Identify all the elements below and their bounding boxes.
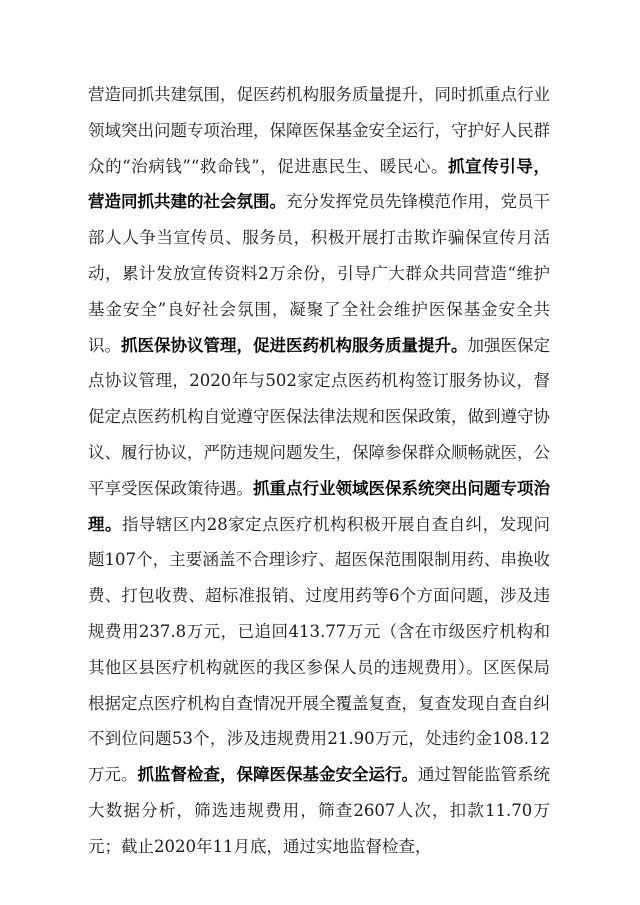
- section-heading-supervision: 抓监督检查，保障医保基金安全运行。: [137, 765, 418, 785]
- section-heading-publicity: 抓宣传引导，营造同抓共建的社会氛围。: [88, 156, 550, 212]
- document-page: [88, 77, 550, 865]
- body-text: 指导辖区内28家定点医疗机构积极开展自查自纠，发现问题107个，主要涵盖不合理诊疗、超医保范围限制用药、串换收费、打包收费、超标准报销、过度用药等6个方面问题，涉及违规费用237.8万元，已追回413.77万元（含在市级医疗机构和其他区县医疗机构就医的我区参保人员的违规费用）。区医保局根据定点医疗机构自查情况开展全覆盖复查，复查发现自查自纠不到位问题53个，涉及违规费用21.90万元，处违约金108.12万元。: [88, 514, 551, 785]
- section-heading-special-governance: 抓重点行业领域医保系统突出问题专项治理。: [88, 478, 550, 534]
- body-text: 营造同抓共建氛围，促医药机构服务质量提升，同时抓重点行业领域突出问题专项治理，保障医保基金安全运行，守护好人民群众的“治病钱”“救命钱”，促进惠民生、暖民心。: [88, 85, 550, 176]
- body-text: 通过智能监管系统大数据分析，筛选违规费用，筛查2607人次，扣款11.70万元；截止2020年11月底，通过实地监督检查，: [88, 765, 550, 856]
- body-text: 充分发挥党员先锋模范作用，党员干部人人争当宣传员、服务员，积极开展打击欺诈骗保宣传月活动，累计发放宣传资料2万余份，引导广大群众共同营造“维护基金安全”良好社会氛围，凝聚了全社会维护医保基金安全共识。: [88, 192, 550, 355]
- body-text: 加强医保定点协议管理，2020年与502家定点医药机构签订服务协议，督促定点医药机构自觉遵守医保法律法规和医保政策，做到遵守协议、履行协议，严防违规问题发生，保障参保群众顺畅就医，公平享受医保政策待遇。: [88, 335, 550, 498]
- section-heading-agreement-management: 抓医保协议管理，促进医药机构服务质量提升。: [121, 335, 468, 355]
- document-paragraph: [88, 77, 550, 865]
